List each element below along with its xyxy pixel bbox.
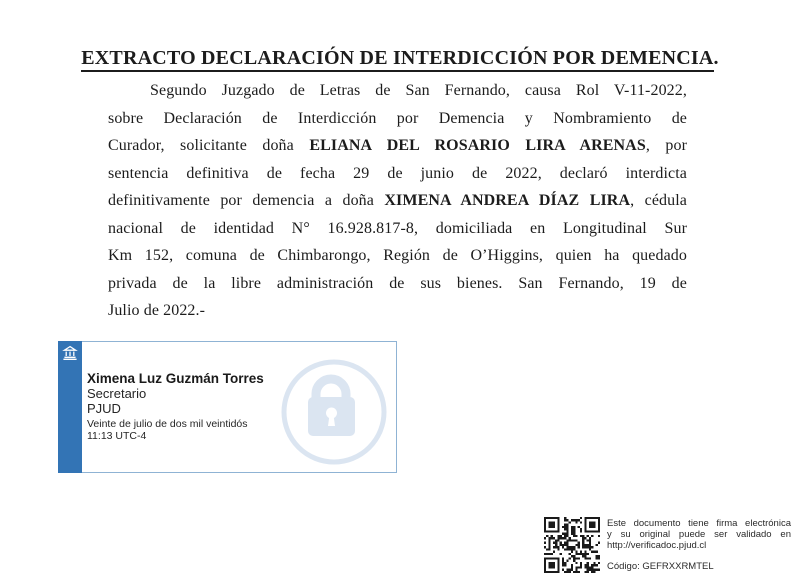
paragraph-line: sobre Declaración de Interdicción por Demencia y Nombramiento de <box>108 109 687 127</box>
document-paragraph <box>108 77 687 325</box>
signature-box <box>58 341 397 473</box>
paragraph-line: Segundo Juzgado de Letras de San Fernando, causa Rol V-11-2022, <box>150 82 687 99</box>
signer-institution: PJUD <box>87 401 121 416</box>
courthouse-icon <box>58 345 82 361</box>
lock-icon <box>279 357 389 467</box>
page-title <box>0 47 800 70</box>
paragraph-line: sentencia definitiva de fecha 29 de junio de 2022, declaró interdicta <box>108 164 687 182</box>
verification-url: http://verificadoc.pjud.cl <box>607 540 707 551</box>
qr-code <box>544 517 600 573</box>
verification-text <box>607 518 791 572</box>
page-title-text: EXTRACTO DECLARACIÓN DE INTERDICCIÓN POR DEMENCIA <box>81 47 713 72</box>
verification-line2: y su original puede ser validado en <box>607 529 791 540</box>
verification-code: Código: GEFRXXRMTEL <box>607 561 714 572</box>
paragraph-line: Julio de 2022.- <box>108 302 206 319</box>
signer-name: Ximena Luz Guzmán Torres <box>87 371 264 386</box>
signature-details <box>87 371 277 442</box>
paragraph-line: privada de la libre administración de sus bienes. San Fernando, 19 de <box>108 274 687 292</box>
page-title-period: . <box>713 47 719 69</box>
signature-time: 11:13 UTC-4 <box>87 430 147 442</box>
paragraph-line: Curador, solicitante doña ELIANA DEL ROSARIO LIRA ARENAS, por <box>108 137 688 154</box>
signature-sidebar <box>58 341 82 473</box>
paragraph-line: Km 152, comuna de Chimbarongo, Región de O’Higgins, quien ha quedado <box>108 247 687 264</box>
paragraph-line: nacional de identidad N° 16.928.817-8, domiciliada en Longitudinal Sur <box>108 219 687 237</box>
signature-date: Veinte de julio de dos mil veintidós <box>87 418 248 430</box>
paragraph-line: definitivamente por demencia a doña XIMENA ANDREA DÍAZ LIRA, cédula <box>108 192 687 209</box>
signer-role: Secretario <box>87 386 147 401</box>
verification-line1: Este documento tiene firma electrónica <box>607 518 791 529</box>
